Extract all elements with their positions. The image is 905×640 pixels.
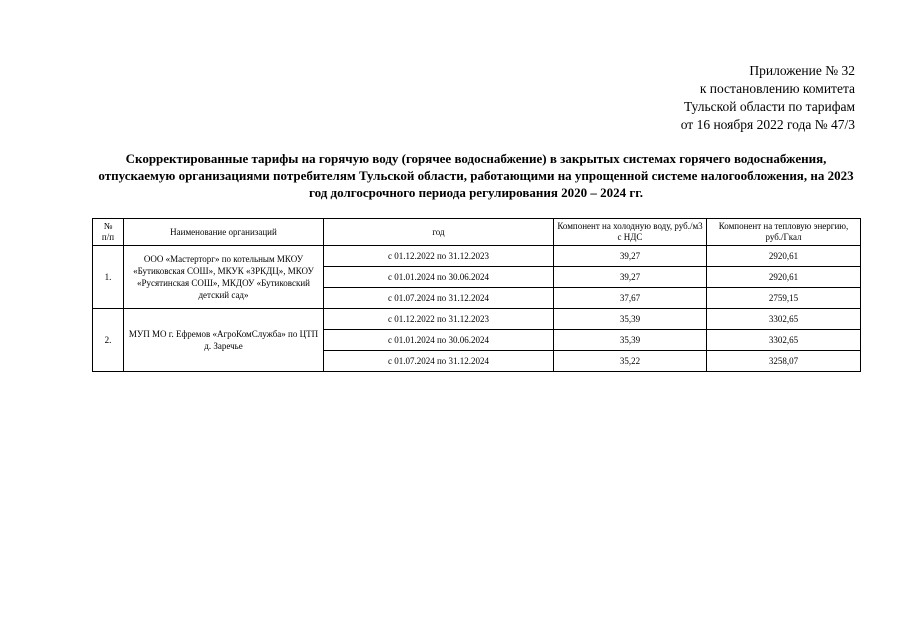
period-cell: с 01.01.2024 по 30.06.2024 bbox=[324, 267, 554, 288]
header-organization: Наименование организаций bbox=[124, 219, 324, 246]
row-number: 1. bbox=[93, 246, 124, 309]
appendix-date: от 16 ноября 2022 года № 47/3 bbox=[680, 117, 855, 132]
organization-name: ООО «Мастерторг» по котельным МКОУ «Бутиковская СОШ», МКУК «ЗРКДЦ», МКОУ «Русятинская СОШ», МКДОУ «Бутиковский детский сад» bbox=[124, 246, 324, 309]
document-title: Скорректированные тарифы на горячую воду (горячее водоснабжение) в закрытых системах горячего водоснабжения, отпускаемую организациями потребителям Тульской области, работающими на упрощенной системе налогообложения, на 2023 год долгосрочного периода регулирования 2020 – 2024 гг. bbox=[98, 151, 854, 200]
row-number: 2. bbox=[93, 309, 124, 372]
heat-energy-cell: 2759,15 bbox=[707, 288, 861, 309]
cold-water-cell: 35,39 bbox=[554, 330, 707, 351]
period-cell: с 01.12.2022 по 31.12.2023 bbox=[324, 246, 554, 267]
header-cold-water: Компонент на холодную воду, руб./м3 с НДС bbox=[554, 219, 707, 246]
period-cell: с 01.07.2024 по 31.12.2024 bbox=[324, 351, 554, 372]
appendix-block bbox=[681, 62, 855, 134]
heat-energy-cell: 3302,65 bbox=[707, 330, 861, 351]
appendix-resolution: к постановлению комитета bbox=[699, 81, 855, 96]
cold-water-cell: 35,22 bbox=[554, 351, 707, 372]
period-cell: с 01.07.2024 по 31.12.2024 bbox=[324, 288, 554, 309]
heat-energy-cell: 3302,65 bbox=[707, 309, 861, 330]
period-cell: с 01.12.2022 по 31.12.2023 bbox=[324, 309, 554, 330]
header-number-sign: № bbox=[103, 221, 113, 231]
header-number bbox=[93, 219, 124, 246]
cold-water-cell: 39,27 bbox=[554, 267, 707, 288]
header-heat-energy: Компонент на тепловую энергию, руб./Гкал bbox=[707, 219, 861, 246]
heat-energy-cell: 2920,61 bbox=[707, 267, 861, 288]
table-row bbox=[93, 309, 861, 330]
appendix-committee: Тульской области по тарифам bbox=[683, 99, 855, 114]
heat-energy-cell: 2920,61 bbox=[707, 246, 861, 267]
header-number-abbr: п/п bbox=[101, 232, 115, 242]
heat-energy-cell: 3258,07 bbox=[707, 351, 861, 372]
period-cell: с 01.01.2024 по 30.06.2024 bbox=[324, 330, 554, 351]
header-period: год bbox=[324, 219, 554, 246]
table-row bbox=[93, 246, 861, 267]
cold-water-cell: 39,27 bbox=[554, 246, 707, 267]
organization-name: МУП МО г. Ефремов «АгроКомСлужба» по ЦТП д. Заречье bbox=[124, 309, 324, 372]
tariffs-table bbox=[92, 218, 861, 372]
table-header-row bbox=[93, 219, 861, 246]
cold-water-cell: 35,39 bbox=[554, 309, 707, 330]
cold-water-cell: 37,67 bbox=[554, 288, 707, 309]
appendix-number: Приложение № 32 bbox=[749, 63, 855, 78]
